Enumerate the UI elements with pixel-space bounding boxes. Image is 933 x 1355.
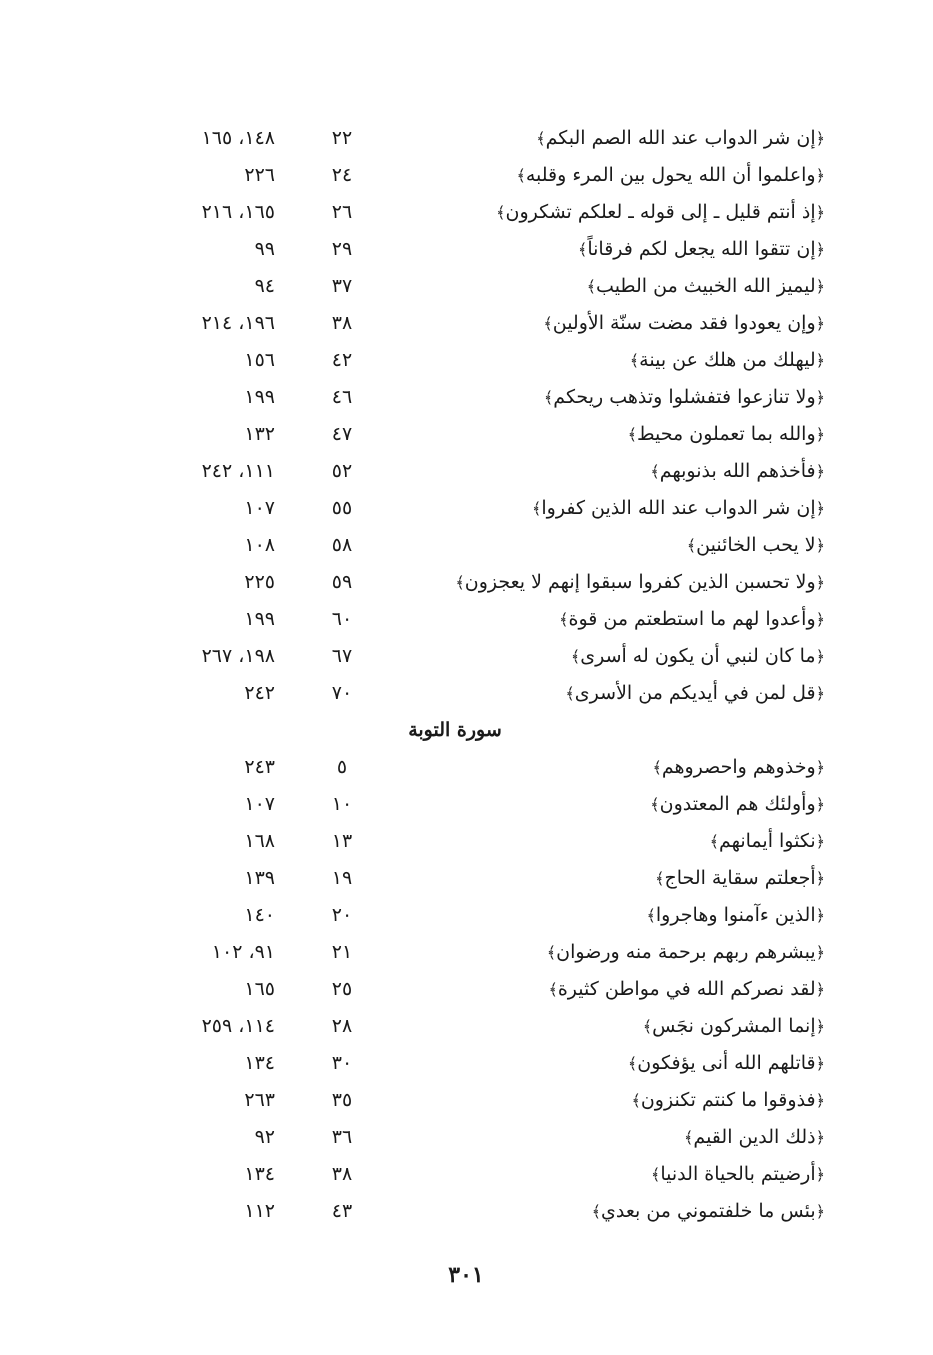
page-refs: ٩٩ (254, 238, 275, 260)
page-refs: ٢٦٣ (244, 1089, 275, 1111)
index-row (0, 1119, 933, 1156)
verse-text: إذ أنتم قليل ـ إلى قوله ـ لعلكم تشكرون (505, 201, 816, 223)
page-refs: ١٦٥ (244, 978, 275, 1000)
verse-text: ذلك الدين القيم (693, 1126, 816, 1148)
index-row (0, 379, 933, 416)
verse-text: بئس ما خلفتموني من بعدي (601, 1200, 816, 1222)
ayah-number: ٦٠ (331, 608, 353, 630)
open-bracket-ornament: ﴿ (815, 277, 825, 296)
ayah-number: ٥ (336, 756, 348, 778)
page-refs: ١٣٩ (244, 867, 275, 889)
ayah-number: ٣٠ (331, 1052, 353, 1074)
page-refs: ٩٢ (254, 1126, 275, 1148)
index-row (0, 971, 933, 1008)
index-row (0, 1193, 933, 1230)
index-row (0, 157, 933, 194)
open-bracket-ornament: ﴿ (815, 388, 825, 407)
ayah-number: ٣٨ (331, 312, 353, 334)
open-bracket-ornament: ﴿ (815, 1128, 825, 1147)
verse-text: الذين ءآمنوا وهاجروا (655, 904, 816, 926)
open-bracket-ornament: ﴿ (815, 758, 825, 777)
index-row (0, 675, 933, 712)
ayah-number: ٢٨ (331, 1015, 353, 1037)
close-bracket-ornament: ﴾ (565, 684, 575, 703)
index-row (0, 1082, 933, 1119)
index-row (0, 490, 933, 527)
verse-text: إن شر الدواب عند الله الذين كفروا (541, 497, 816, 519)
verse-quote (548, 971, 825, 1008)
index-row (0, 453, 933, 490)
page-refs: ١١٤، ٢٥٩ (201, 1015, 275, 1037)
verse-text: يبشرهم ربهم برحمة منه ورضوان (556, 941, 816, 963)
close-bracket-ornament: ﴾ (455, 573, 465, 592)
verse-quote (578, 231, 825, 268)
open-bracket-ornament: ﴿ (815, 425, 825, 444)
page-refs: ٩٤ (254, 275, 275, 297)
page-refs: ١٠٧ (244, 793, 275, 815)
verse-text: فذوقوا ما كنتم تكنزون (640, 1089, 816, 1111)
close-bracket-ornament: ﴾ (559, 610, 569, 629)
ayah-number: ١٣ (331, 830, 353, 852)
verse-quote (684, 1119, 825, 1156)
ayah-number: ٤٣ (331, 1200, 353, 1222)
close-bracket-ornament: ﴾ (627, 1054, 638, 1073)
verse-quote (532, 490, 825, 527)
close-bracket-ornament: ﴾ (516, 166, 526, 185)
page-refs: ١٩٩ (244, 386, 275, 408)
verse-quote (565, 675, 825, 712)
open-bracket-ornament: ﴿ (815, 869, 825, 888)
close-bracket-ornament: ﴾ (591, 1202, 601, 1221)
open-bracket-ornament: ﴿ (815, 573, 825, 592)
close-bracket-ornament: ﴾ (570, 647, 581, 666)
close-bracket-ornament: ﴾ (586, 277, 597, 296)
verse-quote (496, 194, 825, 231)
verse-text: لا يحب الخائنين (696, 534, 816, 556)
page-refs: ١٤٨، ١٦٥ (201, 127, 275, 149)
verse-quote (687, 527, 825, 564)
open-bracket-ornament: ﴿ (815, 166, 825, 185)
page-refs: ١٩٦، ٢١٤ (201, 312, 275, 334)
ayah-number: ٢٩ (331, 238, 353, 260)
verse-quote (587, 268, 825, 305)
verse-quote (592, 1193, 825, 1230)
verse-text: إن شر الدواب عند الله الصم البكم (545, 127, 816, 149)
ayah-number: ٥٢ (331, 460, 353, 482)
verse-text: أرضيتم بالحياة الدنيا (660, 1163, 816, 1185)
verse-text: لقد نصركم الله في مواطن كثيرة (557, 978, 816, 1000)
close-bracket-ornament: ﴾ (627, 425, 638, 444)
open-bracket-ornament: ﴿ (815, 647, 825, 666)
ayah-number: ١٩ (331, 867, 353, 889)
index-row (0, 120, 933, 157)
verse-text: قل لمن في أيديكم من الأسرى (574, 682, 816, 704)
open-bracket-ornament: ﴿ (815, 1017, 825, 1036)
verse-text: ما كان لنبي أن يكون له أسرى (580, 645, 816, 667)
ayah-number: ٤٢ (331, 349, 353, 371)
open-bracket-ornament: ﴿ (815, 795, 825, 814)
close-bracket-ornament: ﴾ (631, 1091, 641, 1110)
index-row (0, 1008, 933, 1045)
verse-quote (643, 1008, 825, 1045)
open-bracket-ornament: ﴿ (815, 462, 825, 481)
open-bracket-ornament: ﴿ (815, 351, 825, 370)
close-bracket-ornament: ﴾ (684, 1128, 694, 1147)
verse-text: والله بما تعملون محيط (637, 423, 816, 445)
page-refs: ٢٤٣ (244, 756, 275, 778)
page-refs: ١٤٠ (244, 904, 275, 926)
ayah-number: ٥٩ (331, 571, 353, 593)
index-row (0, 749, 933, 786)
index-row (0, 860, 933, 897)
verse-quote (543, 305, 825, 342)
index-row (0, 1156, 933, 1193)
index-row (0, 194, 933, 231)
page-refs: ١٩٩ (244, 608, 275, 630)
ayah-number: ٤٦ (331, 386, 353, 408)
page-refs: ١٦٥، ٢١٦ (201, 201, 275, 223)
verse-text: وأولئك هم المعتدون (659, 793, 816, 815)
ayah-number: ٥٨ (331, 534, 353, 556)
page-refs: ١١٢ (244, 1200, 275, 1222)
open-bracket-ornament: ﴿ (815, 610, 825, 629)
page-refs: ٩١، ١٠٢ (211, 941, 275, 963)
close-bracket-ornament: ﴾ (536, 129, 546, 148)
ayah-number: ٣٦ (331, 1126, 353, 1148)
verse-text: ليميز الله الخبيث من الطيب (596, 275, 816, 297)
open-bracket-ornament: ﴿ (815, 906, 825, 925)
verse-text: فأخذهم الله بذنوبهم (659, 460, 816, 482)
close-bracket-ornament: ﴾ (709, 832, 719, 851)
verse-quote (571, 638, 825, 675)
close-bracket-ornament: ﴾ (651, 1165, 661, 1184)
verse-text: وخذوهم واحصروهم (661, 756, 816, 778)
verse-quote (710, 823, 825, 860)
open-bracket-ornament: ﴿ (815, 1165, 825, 1184)
index-row (0, 231, 933, 268)
page-number: ٣٠١ (448, 1262, 484, 1288)
verse-text: إنما المشركون نجَس (652, 1015, 816, 1037)
close-bracket-ornament: ﴾ (646, 906, 656, 925)
close-bracket-ornament: ﴾ (629, 351, 640, 370)
close-bracket-ornament: ﴾ (543, 314, 553, 333)
page-refs: ١٣٤ (244, 1052, 275, 1074)
open-bracket-ornament: ﴿ (815, 203, 825, 222)
verse-text: ولا تنازعوا فتفشلوا وتذهب ريحكم (553, 386, 816, 408)
verse-quote (650, 453, 825, 490)
page-refs: ١٠٨ (244, 534, 275, 556)
close-bracket-ornament: ﴾ (546, 943, 557, 962)
verse-quote (646, 897, 825, 934)
close-bracket-ornament: ﴾ (686, 536, 697, 555)
index-row (0, 305, 933, 342)
verse-text: إن تتقوا الله يجعل لكم فرقاناً (587, 238, 816, 260)
verse-quote (651, 1156, 825, 1193)
verse-quote (559, 601, 825, 638)
verse-text: أجعلتم سقاية الحاج (664, 867, 816, 889)
ayah-number: ٢٦ (331, 201, 353, 223)
index-row (0, 934, 933, 971)
verse-quote (628, 1045, 825, 1082)
page-refs: ١٠٧ (244, 497, 275, 519)
close-bracket-ornament: ﴾ (650, 795, 660, 814)
verse-quote (630, 342, 825, 379)
index-row (0, 601, 933, 638)
verse-text: نكثوا أيمانهم (718, 830, 816, 852)
page-refs: ٢٢٥ (244, 571, 275, 593)
close-bracket-ornament: ﴾ (548, 980, 558, 999)
page-refs: ١١١، ٢٤٢ (201, 460, 275, 482)
open-bracket-ornament: ﴿ (815, 314, 825, 333)
ayah-number: ٢٥ (331, 978, 353, 1000)
verse-quote (631, 1082, 825, 1119)
ayah-number: ٢٠ (331, 904, 353, 926)
verse-quote (628, 416, 825, 453)
verse-index-list (0, 120, 933, 1230)
index-row (0, 416, 933, 453)
verse-quote (655, 860, 825, 897)
verse-quote (652, 749, 825, 786)
verse-quote (455, 564, 825, 601)
open-bracket-ornament: ﴿ (815, 684, 825, 703)
section-heading-row (0, 712, 933, 749)
close-bracket-ornament: ﴾ (642, 1017, 653, 1036)
ayah-number: ٣٧ (331, 275, 353, 297)
open-bracket-ornament: ﴿ (815, 499, 825, 518)
verse-text: وأعدوا لهم ما استطعتم من قوة (568, 608, 816, 630)
ayah-number: ٦٧ (331, 645, 353, 667)
ayah-number: ٧٠ (331, 682, 353, 704)
page-refs: ١٣٢ (244, 423, 275, 445)
close-bracket-ornament: ﴾ (532, 499, 542, 518)
index-row (0, 268, 933, 305)
open-bracket-ornament: ﴿ (815, 832, 825, 851)
ayah-number: ٢١ (331, 941, 353, 963)
page-refs: ٢٢٦ (244, 164, 275, 186)
index-row (0, 527, 933, 564)
ayah-number: ٢٤ (331, 164, 353, 186)
ayah-number: ٢٢ (331, 127, 353, 149)
index-row (0, 1045, 933, 1082)
index-row (0, 564, 933, 601)
verse-quote (650, 786, 825, 823)
open-bracket-ornament: ﴿ (815, 536, 825, 555)
open-bracket-ornament: ﴿ (815, 1091, 825, 1110)
close-bracket-ornament: ﴾ (496, 203, 506, 222)
close-bracket-ornament: ﴾ (543, 388, 554, 407)
verse-quote (547, 934, 825, 971)
index-row (0, 897, 933, 934)
verse-quote (516, 157, 825, 194)
surah-heading: سورة التوبة (408, 719, 502, 741)
index-row (0, 342, 933, 379)
ayah-number: ٤٧ (331, 423, 353, 445)
verse-quote (536, 120, 825, 157)
verse-text: وإن يعودوا فقد مضت سنّة الأولين (552, 312, 816, 334)
open-bracket-ornament: ﴿ (815, 980, 825, 999)
close-bracket-ornament: ﴾ (650, 462, 660, 481)
verse-text: قاتلهم الله أنى يؤفكون (637, 1052, 816, 1074)
ayah-number: ١٠ (331, 793, 353, 815)
verse-text: ولا تحسبن الذين كفروا سبقوا إنهم لا يعجزون (464, 571, 816, 593)
close-bracket-ornament: ﴾ (577, 240, 588, 259)
page-refs: ١٦٨ (244, 830, 275, 852)
ayah-number: ٣٨ (331, 1163, 353, 1185)
open-bracket-ornament: ﴿ (815, 1054, 825, 1073)
page-refs: ١٩٨، ٢٦٧ (201, 645, 275, 667)
open-bracket-ornament: ﴿ (815, 129, 825, 148)
ayah-number: ٥٥ (331, 497, 353, 519)
verse-text: واعلموا أن الله يحول بين المرء وقلبه (525, 164, 816, 186)
close-bracket-ornament: ﴾ (655, 869, 665, 888)
open-bracket-ornament: ﴿ (815, 1202, 825, 1221)
index-row (0, 786, 933, 823)
page-refs: ١٣٤ (244, 1163, 275, 1185)
ayah-number: ٣٥ (331, 1089, 353, 1111)
open-bracket-ornament: ﴿ (815, 943, 825, 962)
index-row (0, 823, 933, 860)
verse-text: ليهلك من هلك عن بينة (639, 349, 816, 371)
close-bracket-ornament: ﴾ (652, 758, 662, 777)
page-refs: ٢٤٢ (244, 682, 275, 704)
index-row (0, 638, 933, 675)
page-refs: ١٥٦ (244, 349, 275, 371)
verse-quote (544, 379, 825, 416)
open-bracket-ornament: ﴿ (815, 240, 825, 259)
